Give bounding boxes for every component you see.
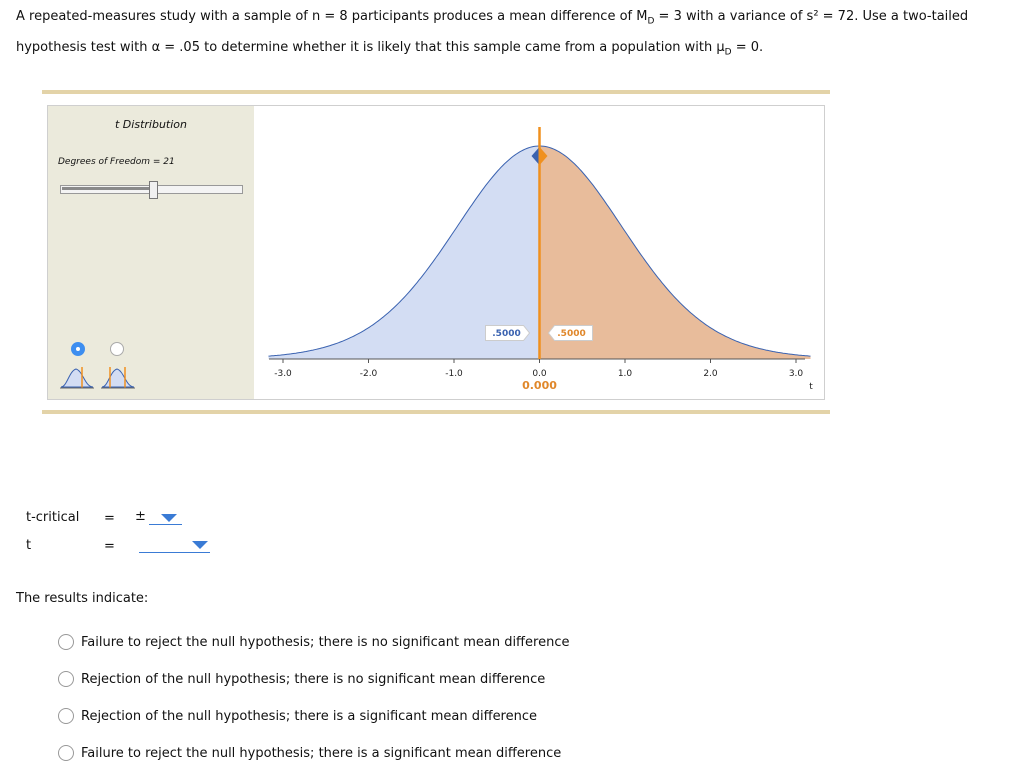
mode-radio-one-line[interactable] (71, 342, 85, 356)
t-distribution-applet (47, 105, 825, 400)
x-tick-label: 2.0 (703, 369, 718, 379)
t-value-readout: 0.000 (522, 379, 557, 392)
result-option-4-label[interactable]: Failure to reject the null hypothesis; there is a significant mean difference (81, 746, 562, 761)
x-tick-label: 1.0 (617, 369, 633, 379)
result-option-2-label[interactable]: Rejection of the null hypothesis; there is no significant mean difference (81, 672, 546, 687)
df-label: Degrees of Freedom = 21 (58, 157, 175, 167)
one-line-mode-icon[interactable] (59, 365, 97, 391)
x-tick-label: -1.0 (445, 369, 463, 379)
control-panel (48, 106, 254, 399)
results-prompt: The results indicate: (16, 591, 149, 606)
result-option-1-label[interactable]: Failure to reject the null hypothesis; there is no significant mean difference (81, 635, 570, 650)
t-dropdown-caret-icon[interactable] (192, 541, 208, 549)
right-area-value: .5000 (557, 329, 586, 339)
divider-bottom (42, 410, 830, 414)
left-area-value: .5000 (492, 329, 521, 339)
left-area-label (486, 326, 530, 341)
t-label: t (26, 538, 32, 553)
t-critical-dropdown-caret-icon[interactable] (161, 514, 177, 522)
x-tick-label: 0.0 (532, 369, 547, 379)
t-equals: = (104, 539, 115, 554)
mode-radio-two-lines[interactable] (110, 342, 124, 356)
x-axis-label: t (809, 382, 813, 392)
df-slider-fill (62, 187, 150, 190)
question-line-2: hypothesis test with α = .05 to determine whether it is likely that this sample came from a population with $\mu_D = 0$. (16, 39, 764, 58)
divider-top (42, 90, 830, 94)
result-option-1-radio[interactable] (58, 634, 74, 650)
t-critical-equals: = (104, 511, 115, 526)
applet-title: t Distribution (115, 118, 187, 131)
result-option-4-radio[interactable] (58, 745, 74, 761)
t-distribution-chart (255, 106, 824, 399)
df-slider[interactable] (60, 185, 243, 194)
right-area-label (549, 326, 593, 341)
x-tick-label: 3.0 (788, 369, 804, 379)
question-text (16, 4, 1006, 65)
df-slider-thumb[interactable] (149, 181, 158, 199)
result-option-3-label[interactable]: Rejection of the null hypothesis; there is a significant mean difference (81, 709, 538, 724)
question-line-1: A repeated-measures study with a sample of n = 8 participants produces a mean difference of $M_D = 3$ with a variance of s² = 72. Use a two-tailed (16, 9, 969, 27)
t-critical-label: t-critical (26, 510, 80, 525)
x-tick-label: -3.0 (274, 369, 292, 379)
result-option-2-radio[interactable] (58, 671, 74, 687)
plus-minus-sign: ± (135, 509, 146, 524)
x-tick-label: -2.0 (359, 369, 378, 379)
result-option-3-radio[interactable] (58, 708, 74, 724)
two-lines-mode-icon[interactable] (100, 365, 138, 391)
